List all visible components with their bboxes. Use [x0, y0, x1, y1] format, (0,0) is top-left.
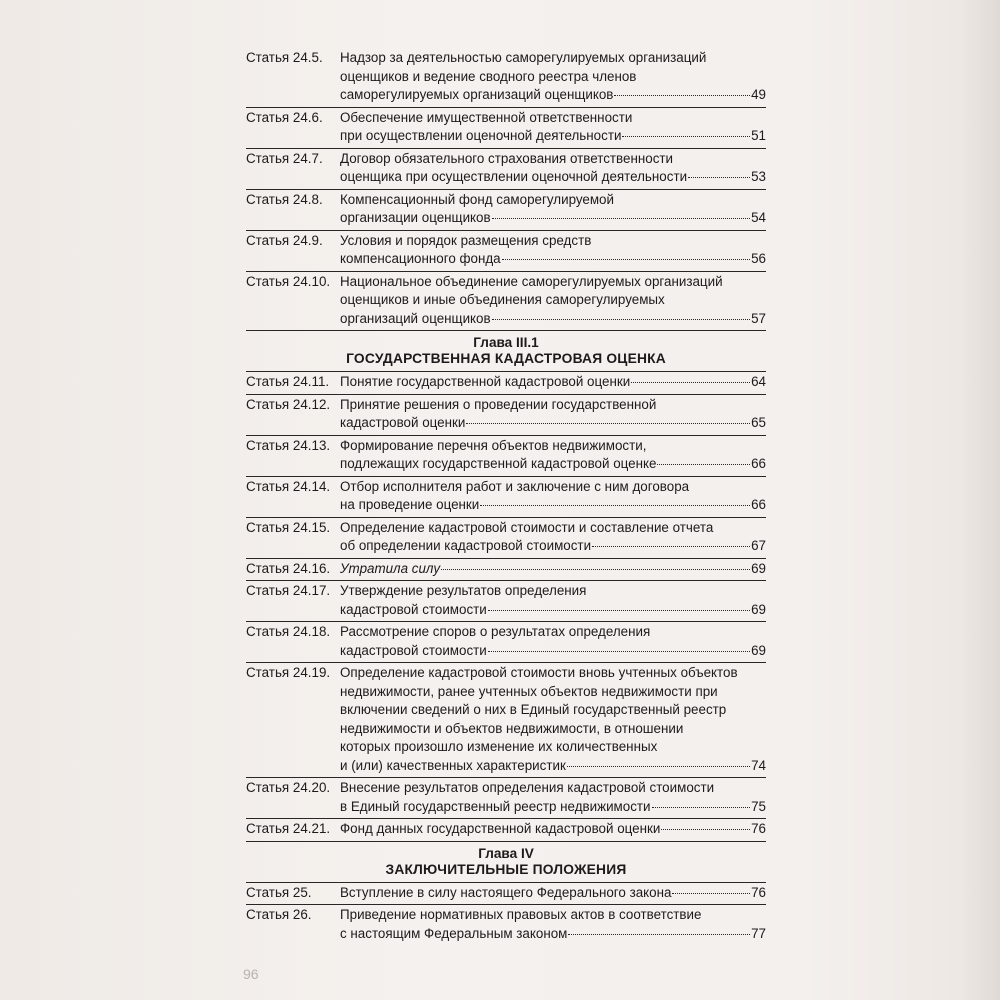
article-title [340, 519, 766, 556]
article-number: Статья 26. [246, 907, 312, 922]
article-title-line: организации оценщиков [340, 210, 491, 225]
article-number: Статья 24.12. [246, 396, 331, 412]
article-number: Статья 24.20. [246, 780, 331, 795]
page-ref: 76 [751, 821, 766, 836]
article-number: Статья 24.13. [246, 437, 331, 453]
article-title [340, 150, 766, 187]
article-title-line: Условия и порядок размещения средств [340, 232, 592, 248]
article-title-line: Компенсационный фонд саморегулируемой [340, 191, 614, 207]
article-title-line: об определении кадастровой стоимости [340, 538, 592, 553]
article-title-line: оценщиков и ведение сводного реестра членов [340, 68, 637, 84]
dot-leader [614, 95, 750, 96]
article-title-line: Отбор исполнителя работ и заключение с ним договора [340, 478, 690, 494]
dot-leader [688, 177, 750, 178]
article-title-line: компенсационного фонда [340, 251, 501, 266]
article-title-line: Утратила силу [340, 560, 441, 576]
page-ref: 75 [751, 798, 766, 814]
page-ref: 64 [751, 374, 766, 389]
article-title-line: Приведение нормативных правовых актов в соответствие [340, 907, 702, 922]
toc-entry[interactable] [246, 558, 766, 581]
article-title [340, 273, 766, 329]
page-ref: 66 [751, 497, 766, 512]
toc-entry[interactable] [246, 904, 766, 945]
page-ref: 76 [751, 884, 766, 900]
page-ref: 54 [751, 210, 766, 225]
article-title-line: Утверждение результатов определения [340, 583, 587, 598]
page-ref: 49 [751, 87, 766, 102]
article-title-line: оценщиков и иные объединения саморегулируемых [340, 292, 665, 307]
article-number: Статья 24.18. [246, 624, 331, 639]
dot-leader [661, 829, 750, 830]
toc-entry[interactable] [246, 777, 766, 818]
article-title-line: в Единый государственный реестр недвижимости [340, 798, 651, 814]
article-number: Статья 24.19. [246, 665, 331, 680]
article-number: Статья 24.21. [246, 821, 331, 836]
article-title-line: на проведение оценки [340, 497, 480, 512]
article-title-line: кадастровой стоимости [340, 642, 487, 658]
article-number: Статья 24.15. [246, 519, 331, 535]
chapter-label: Глава IV [478, 845, 534, 861]
article-title-line: Рассмотрение споров о результатах определения [340, 624, 651, 639]
article-title-line: Обеспечение имущественной ответственности [340, 109, 633, 125]
dot-leader [488, 610, 750, 611]
dot-leader [672, 893, 750, 894]
article-number: Статья 25. [246, 884, 312, 900]
article-title-line: недвижимости, ранее учтенных объектов недвижимости при [340, 683, 718, 699]
article-title [340, 373, 766, 392]
article-title-line: подлежащих государственной кадастровой оценке [340, 456, 657, 471]
page-ref: 77 [751, 925, 766, 941]
chapter-heading [246, 841, 766, 882]
article-title-line: кадастровой оценки [340, 415, 466, 430]
article-number: Статья 24.14. [246, 478, 331, 494]
dot-leader [488, 651, 750, 652]
article-title-line: недвижимости и объектов недвижимости, в отношении [340, 720, 684, 736]
article-number: Статья 24.5. [246, 50, 323, 65]
table-of-contents [246, 48, 766, 945]
dot-leader [492, 218, 750, 219]
article-title [340, 820, 766, 839]
article-title-line: саморегулируемых организаций оценщиков [340, 87, 614, 102]
dot-leader [568, 934, 750, 935]
article-title-line: Определение кадастровой стоимости и составление отчета [340, 519, 714, 535]
page-ref: 67 [751, 538, 766, 553]
page-gutter-shadow [960, 0, 1000, 1000]
toc-entry[interactable] [246, 271, 766, 331]
page-ref: 51 [751, 128, 766, 143]
article-title-line: Формирование перечня объектов недвижимости, [340, 437, 647, 453]
page-ref: 57 [751, 310, 766, 326]
article-title-line: при осуществлении оценочной деятельности [340, 128, 622, 143]
dot-leader [631, 382, 750, 383]
article-title-line: Вступление в силу настоящего Федерального закона [340, 884, 672, 900]
dot-leader [657, 464, 750, 465]
dot-leader [480, 505, 750, 506]
article-title-line: кадастровой стоимости [340, 601, 487, 617]
article-title [340, 779, 766, 816]
dot-leader [652, 807, 751, 808]
article-title-line: Фонд данных государственной кадастровой оценки [340, 821, 661, 836]
article-number: Статья 24.9. [246, 232, 323, 248]
article-title-line: включении сведений о них в Единый государственный реестр [340, 702, 727, 717]
article-title [340, 437, 766, 474]
page-ref: 56 [751, 251, 766, 266]
article-title [340, 582, 766, 619]
article-title [340, 623, 766, 660]
toc-entry[interactable] [246, 818, 766, 841]
article-title-line: с настоящим Федеральным законом [340, 925, 568, 941]
article-title [340, 49, 766, 105]
chapter-title: ГОСУДАРСТВЕННАЯ КАДАСТРОВАЯ ОЦЕНКА [346, 351, 666, 366]
article-number: Статья 24.7. [246, 150, 323, 166]
article-number: Статья 24.17. [246, 583, 331, 598]
toc-entry[interactable] [246, 371, 766, 394]
toc-entry[interactable] [246, 435, 766, 476]
page-ref: 53 [751, 169, 766, 184]
toc-entry[interactable] [246, 476, 766, 517]
dot-leader [567, 766, 750, 767]
article-number: Статья 24.8. [246, 191, 323, 207]
dot-leader [592, 546, 750, 547]
article-title [340, 109, 766, 146]
article-number: Статья 24.11. [246, 374, 330, 389]
article-title [340, 884, 766, 903]
article-title-line: Определение кадастровой стоимости вновь учтенных объектов [340, 665, 738, 680]
toc-entry[interactable] [246, 107, 766, 148]
page-ref: 74 [751, 757, 766, 773]
article-title-line: Принятие решения о проведении государственной [340, 396, 657, 412]
dot-leader [622, 136, 750, 137]
article-title-line: Договор обязательного страхования ответственности [340, 150, 674, 166]
article-number: Статья 24.10. [246, 273, 331, 289]
toc-entry[interactable] [246, 517, 766, 558]
toc-entry[interactable] [246, 394, 766, 435]
article-title [340, 396, 766, 433]
article-title [340, 664, 766, 775]
page-number: 96 [243, 966, 259, 982]
article-title [340, 906, 766, 943]
article-title-line: Понятие государственной кадастровой оценки [340, 374, 631, 389]
toc-entry[interactable] [246, 882, 766, 905]
toc-entry[interactable] [246, 580, 766, 621]
article-title-line: Внесение результатов определения кадастровой стоимости [340, 780, 715, 795]
article-title [340, 191, 766, 228]
page-ref: 69 [751, 560, 766, 576]
article-title [340, 478, 766, 515]
chapter-heading [246, 330, 766, 371]
toc-entry[interactable] [246, 230, 766, 271]
article-title-line: и (или) качественных характеристик [340, 757, 566, 773]
chapter-label: Глава III.1 [473, 335, 539, 350]
article-title-line: оценщика при осуществлении оценочной деятельности [340, 169, 688, 184]
dot-leader [441, 569, 750, 570]
toc-entry[interactable] [246, 621, 766, 662]
article-number: Статья 24.16. [246, 560, 331, 576]
toc-entry[interactable] [246, 48, 766, 107]
article-number: Статья 24.6. [246, 109, 323, 125]
toc-entry[interactable] [246, 189, 766, 230]
dot-leader [492, 319, 750, 320]
article-title [340, 232, 766, 269]
page-ref: 65 [751, 415, 766, 430]
dot-leader [502, 259, 750, 260]
article-title-line: Надзор за деятельностью саморегулируемых организаций [340, 50, 707, 65]
article-title-line: Национальное объединение саморегулируемых организаций [340, 273, 723, 289]
dot-leader [466, 423, 750, 424]
article-title-line: организаций оценщиков [340, 310, 491, 326]
page-ref: 66 [751, 456, 766, 471]
page-ref: 69 [751, 642, 766, 658]
article-title [340, 560, 766, 579]
article-title-line: которых произошло изменение их количественных [340, 739, 658, 754]
toc-entry[interactable] [246, 148, 766, 189]
page-ref: 69 [751, 601, 766, 617]
chapter-title: ЗАКЛЮЧИТЕЛЬНЫЕ ПОЛОЖЕНИЯ [385, 861, 627, 877]
toc-entry[interactable] [246, 662, 766, 777]
